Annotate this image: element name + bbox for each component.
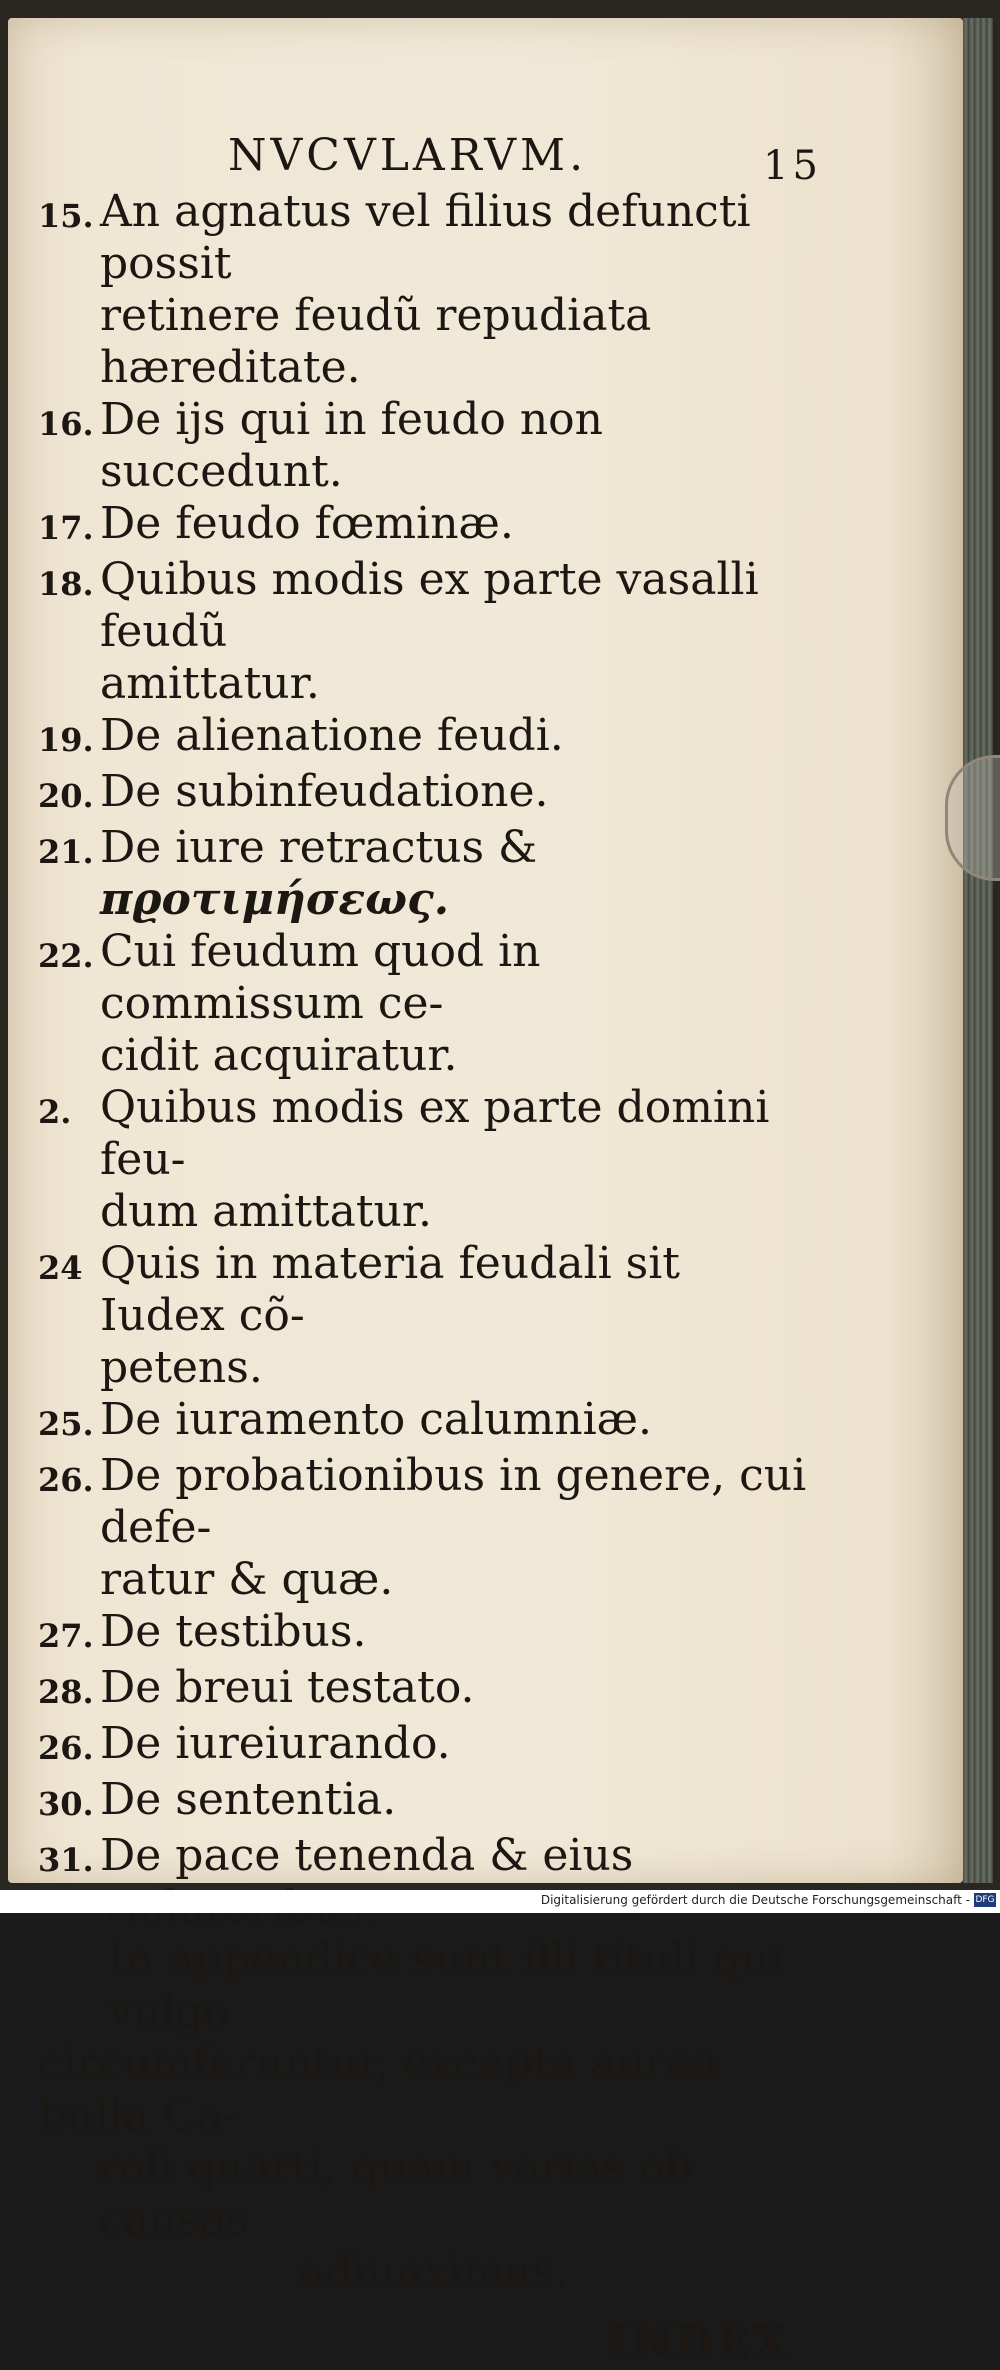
entry-line: amittatur. [100, 658, 320, 709]
list-item [38, 1606, 818, 1662]
entry-number: 27. [38, 1617, 94, 1655]
entry-line: Cui feudum quod in commissum ce- [100, 926, 541, 1029]
entry-text [100, 766, 818, 818]
entry-line: De iureiurando. [100, 1718, 451, 1769]
entry-number: 19. [38, 721, 94, 759]
entry-number: 31. [38, 1841, 94, 1879]
entry-line: An agnatus vel filius defuncti possit [100, 186, 751, 289]
list-item [38, 1662, 818, 1718]
list-item [38, 822, 818, 926]
entry-line: Quis in materia feudali sit Iudex cõ- [100, 1238, 680, 1341]
entry-line: De probationibus in genere, cui defe- [100, 1450, 807, 1553]
entry-text [100, 554, 818, 710]
entry-number: 26. [38, 1729, 94, 1767]
entry-text [100, 1394, 818, 1446]
entry-number: 18. [38, 565, 94, 603]
entry-number: 25. [38, 1405, 94, 1443]
entry-line: De breui testato. [100, 1662, 475, 1713]
list-item [38, 498, 818, 554]
entry-line: De ijs qui in feudo non succedunt. [100, 394, 604, 497]
entry-line: De sententia. [100, 1774, 397, 1825]
list-item [38, 1450, 818, 1606]
entry-number: 22. [38, 937, 94, 975]
appendix-line: In appendice sunt illi tituli qui vulgo [108, 1934, 784, 2037]
entry-line: dum amittatur. [100, 1186, 433, 1237]
entry-number: 20. [38, 777, 94, 815]
entry-text [100, 1662, 818, 1714]
entry-text [100, 1830, 818, 1934]
list-item [38, 1774, 818, 1830]
appendix-line: roli quarti, quam varias ob causas [98, 2142, 694, 2245]
entry-number: 2. [38, 1093, 72, 1131]
catchword: INDEX [608, 2318, 790, 2369]
entry-line: De iuramento calumniæ. [100, 1394, 652, 1445]
entry-text [100, 1082, 818, 1238]
list-item [38, 1830, 818, 1934]
entry-number: 28. [38, 1673, 94, 1711]
list-item [38, 1394, 818, 1450]
page-text [38, 130, 822, 2370]
list-item [38, 1238, 818, 1394]
entry-line-text: De iure retractus & [100, 822, 538, 873]
entry-line: Quibus modis ex parte domini feu- [100, 1082, 770, 1185]
list-item [38, 926, 818, 1082]
entry-line: ratur & quæ. [100, 1554, 394, 1605]
entry-line: De subinfeudatione. [100, 766, 549, 817]
entry-text [100, 186, 818, 394]
digitization-credit: Digitalisierung gefördert durch die Deutsche Forschungsgemeinschaft - [540, 1893, 970, 1907]
entry-text [100, 1606, 818, 1658]
table-of-contents [38, 186, 818, 1934]
appendix-line: adiunximus. [298, 2246, 569, 2297]
entry-number: 24 [38, 1249, 83, 1287]
entry-text [100, 1450, 818, 1606]
entry-number: 15. [38, 197, 94, 235]
entry-text [100, 710, 818, 762]
entry-line: De alienatione feudi. [100, 710, 564, 761]
entry-line: petens. [100, 1342, 263, 1393]
entry-number: 16. [38, 405, 94, 443]
appendix-note [38, 1934, 818, 2298]
list-item [38, 766, 818, 822]
list-item [38, 1718, 818, 1774]
entry-line: De pace tenenda & eius [100, 1830, 634, 1881]
entry-text [100, 498, 818, 550]
entry-number: 17. [38, 509, 94, 547]
entry-line: retinere feudũ repudiata hæreditate. [100, 290, 652, 393]
list-item [38, 394, 818, 498]
list-item [38, 186, 818, 394]
footer-bar [0, 1890, 1000, 1913]
entry-number: 26. [38, 1461, 94, 1499]
entry-line: De feudo fœminæ. [100, 498, 514, 549]
entry-line: Quibus modis ex parte vasalli feudũ [100, 554, 759, 657]
list-item [38, 554, 818, 710]
greek-term: πϱοτιμήσεως. [100, 874, 450, 925]
entry-text [100, 1718, 818, 1770]
entry-number: 30. [38, 1785, 94, 1823]
page-block-edge [963, 18, 993, 1883]
entry-text [100, 822, 818, 926]
running-title: NVCVLARVM. [228, 130, 588, 181]
entry-text [100, 1238, 818, 1394]
list-item [38, 710, 818, 766]
entry-line [100, 822, 818, 926]
entry-line: De testibus. [100, 1606, 367, 1657]
dfg-logo: DFG [975, 1895, 995, 1905]
page-number: 15 [763, 143, 822, 189]
list-item [38, 1082, 818, 1238]
entry-text [100, 926, 818, 1082]
entry-text [100, 1774, 818, 1826]
appendix-line: circumferuntur, excepta aurea bulla Ca- [38, 2038, 719, 2141]
running-head [38, 130, 822, 189]
entry-text [100, 394, 818, 498]
entry-line: cidit acquiratur. [100, 1030, 458, 1081]
entry-number: 21. [38, 833, 94, 871]
